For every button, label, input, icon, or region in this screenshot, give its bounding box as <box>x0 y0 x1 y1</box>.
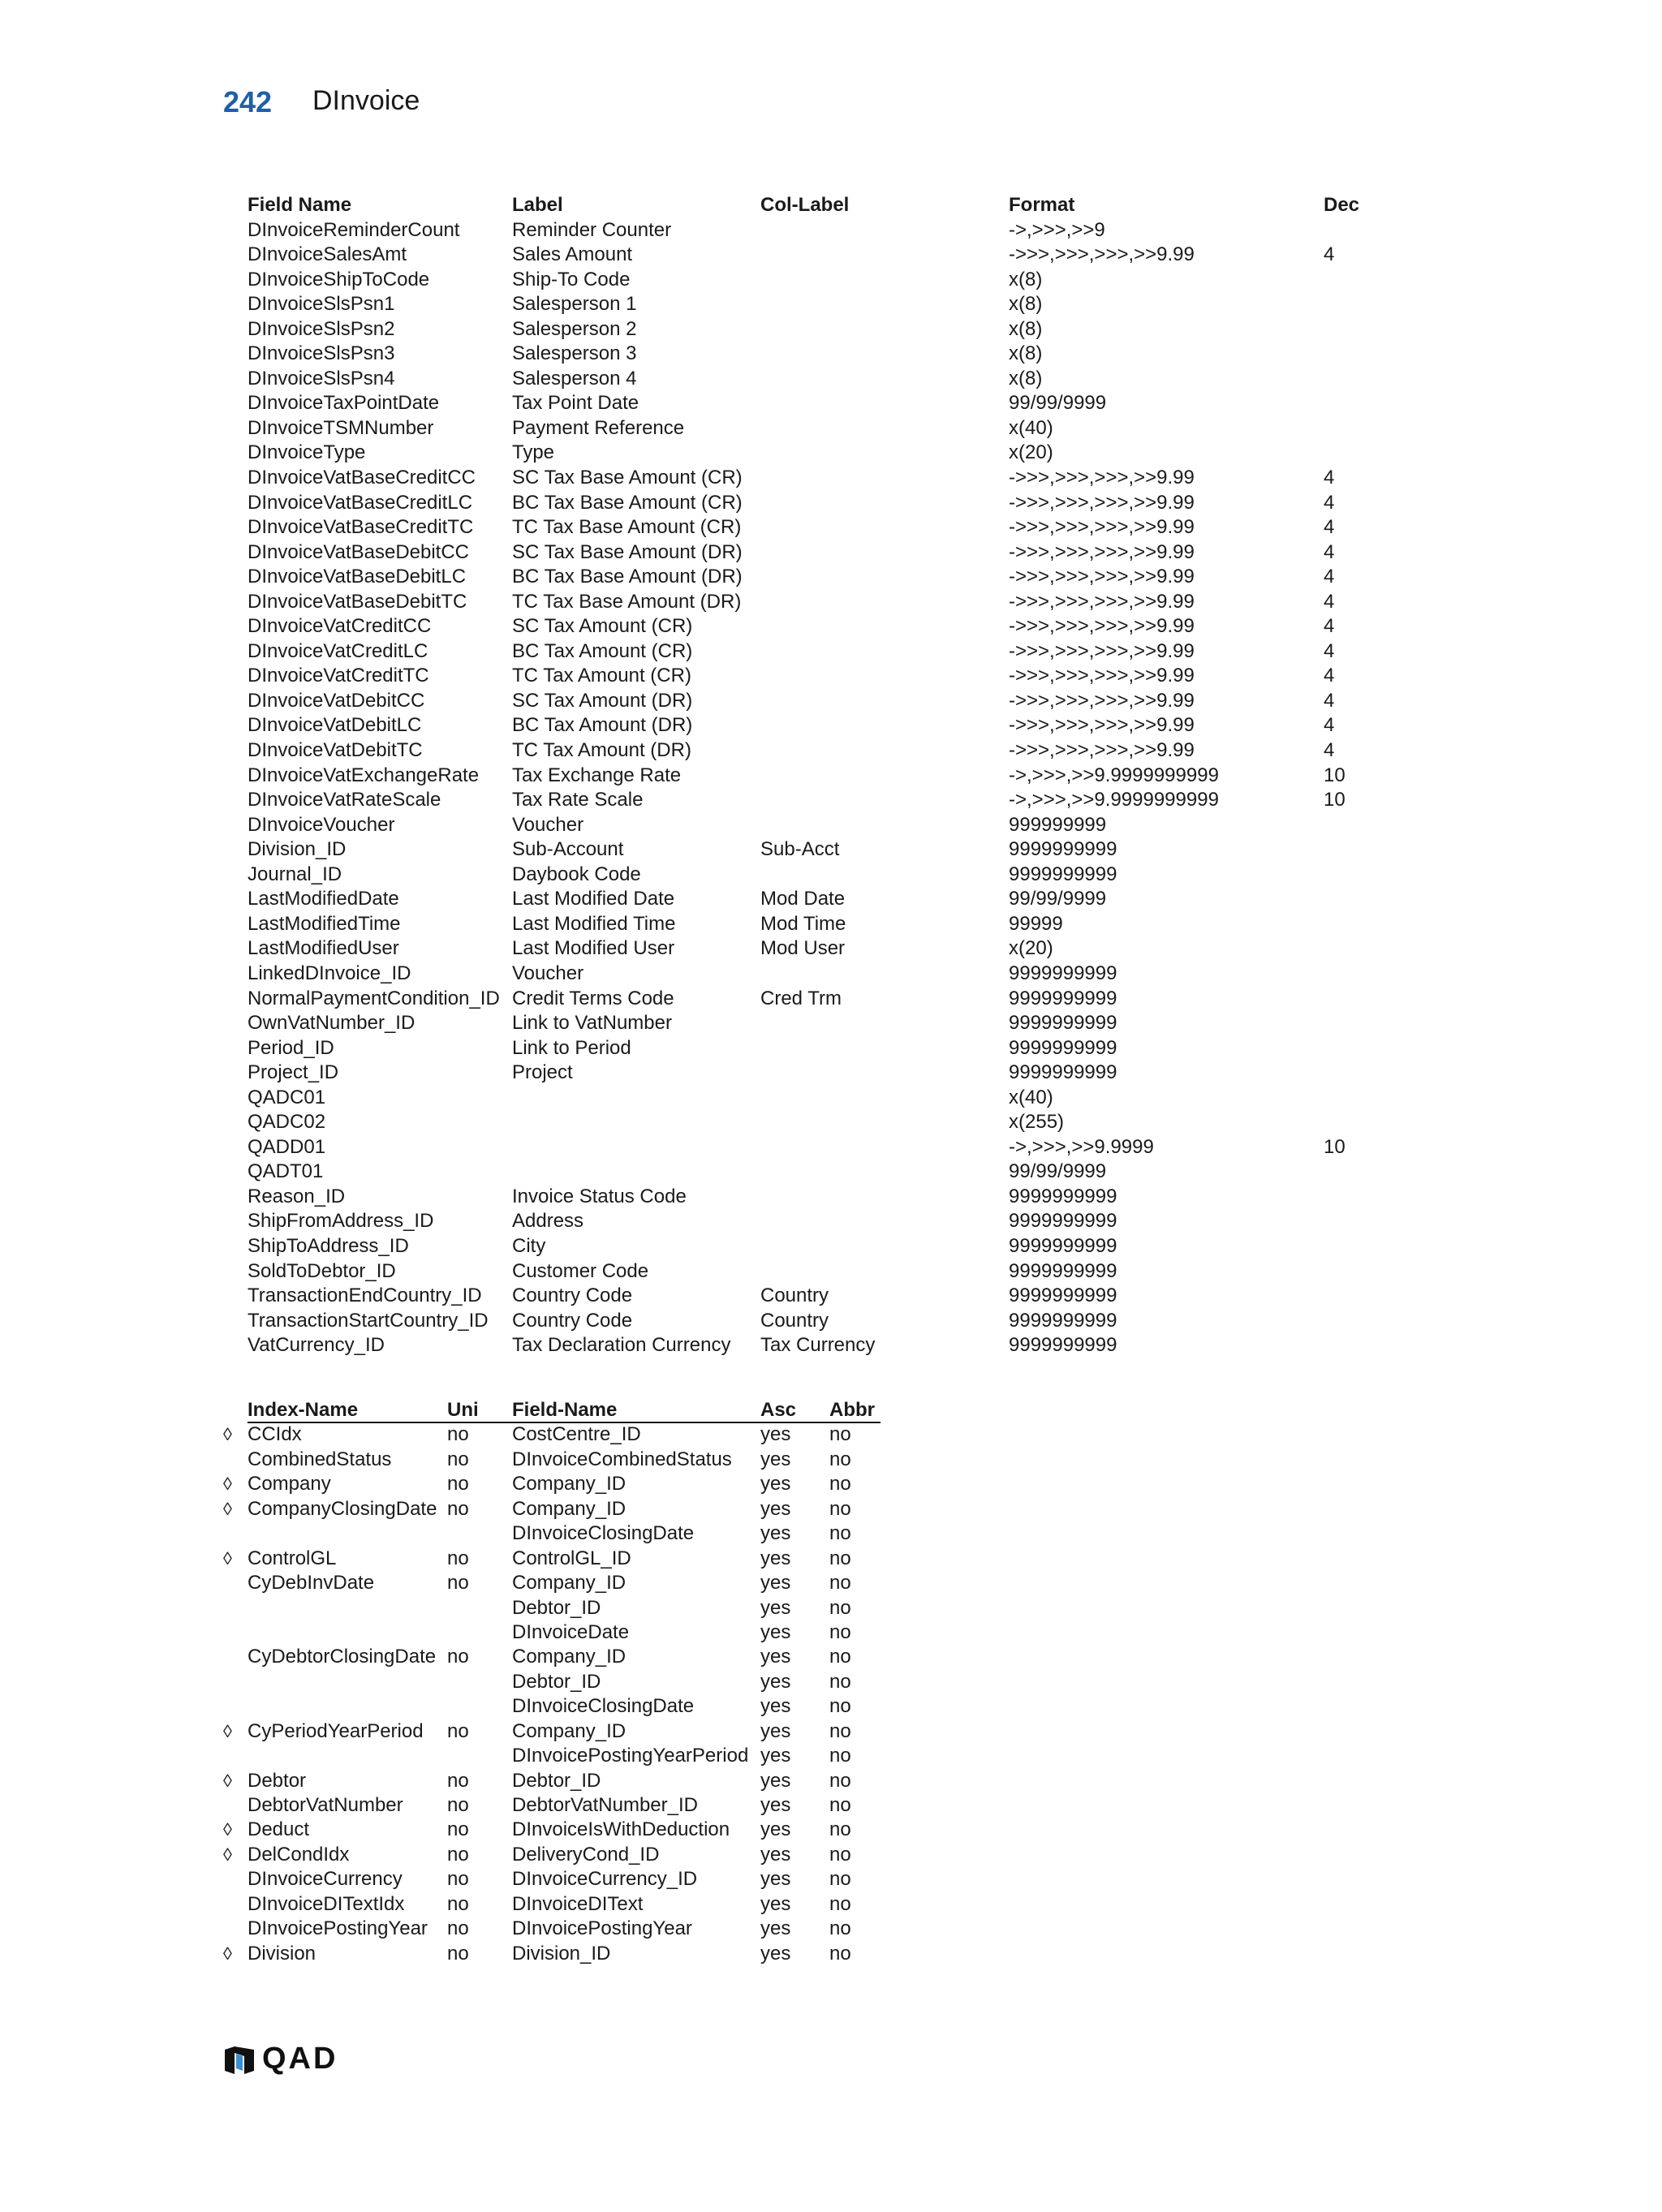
format-cell: 9999999999 <box>1009 962 1117 984</box>
index-name-cell: DInvoiceDITextIdx <box>248 1892 405 1915</box>
primary-index-marker-icon: ◊ <box>223 1424 232 1445</box>
page-number: 242 <box>223 85 273 118</box>
uni-cell: no <box>447 1942 469 1965</box>
abbr-cell: no <box>829 1917 851 1940</box>
abbr-cell: no <box>829 1596 851 1619</box>
field-name-cell: DInvoiceVatBaseCreditLC <box>248 491 473 514</box>
format-cell: 99/99/9999 <box>1009 1160 1107 1183</box>
format-cell: 999999999 <box>1009 813 1107 836</box>
asc-cell: yes <box>760 1917 791 1940</box>
label-cell: BC Tax Base Amount (CR) <box>512 491 743 514</box>
field-name-cell: Division_ID <box>248 838 347 861</box>
field-name-cell: VatCurrency_ID <box>248 1334 385 1357</box>
index-name-cell: DelCondIdx <box>248 1843 350 1866</box>
field-name-cell: DInvoiceVatCreditTC <box>248 665 429 687</box>
label-cell: SC Tax Base Amount (DR) <box>512 540 743 563</box>
uni-cell: no <box>447 1843 469 1866</box>
label-cell: Last Modified Time <box>512 912 676 935</box>
col-label-cell: Cred Trm <box>760 987 842 1009</box>
field-name-cell: ShipToAddress_ID <box>248 1234 409 1257</box>
field-name-cell: DInvoiceType <box>248 441 366 464</box>
primary-index-marker-icon: ◊ <box>223 1844 232 1865</box>
uni-cell: no <box>447 1646 469 1668</box>
format-cell: ->>>,>>>,>>>,>>9.99 <box>1009 615 1195 638</box>
format-cell: ->>>,>>>,>>>,>>9.99 <box>1009 739 1195 762</box>
header-index-name: Index-Name <box>248 1399 359 1421</box>
header-uni: Uni <box>447 1399 479 1421</box>
col-label-cell: Mod User <box>760 937 846 960</box>
field-name-cell: QADT01 <box>248 1160 324 1183</box>
format-cell: 9999999999 <box>1009 987 1117 1009</box>
asc-cell: yes <box>760 1794 791 1816</box>
index-field-name-cell: DInvoicePostingYear <box>512 1917 692 1940</box>
format-cell: 9999999999 <box>1009 838 1117 861</box>
uni-cell: no <box>447 1917 469 1940</box>
format-cell: ->>>,>>>,>>>,>>9.99 <box>1009 689 1195 712</box>
uni-cell: no <box>447 1868 469 1891</box>
abbr-cell: no <box>829 1547 851 1569</box>
label-cell: Ship-To Code <box>512 268 631 290</box>
format-cell: 9999999999 <box>1009 863 1117 885</box>
format-cell: x(8) <box>1009 293 1043 316</box>
asc-cell: yes <box>760 1423 791 1446</box>
index-name-cell: Division <box>248 1942 316 1965</box>
uni-cell: no <box>447 1769 469 1792</box>
index-field-name-cell: DInvoiceClosingDate <box>512 1695 695 1718</box>
format-cell: x(255) <box>1009 1111 1065 1134</box>
abbr-cell: no <box>829 1497 851 1520</box>
asc-cell: yes <box>760 1695 791 1718</box>
qad-logo-icon <box>223 2046 256 2074</box>
dec-cell: 4 <box>1324 243 1335 266</box>
label-cell: Tax Declaration Currency <box>512 1334 731 1357</box>
field-name-cell: Journal_ID <box>248 863 342 885</box>
label-cell: Daybook Code <box>512 863 641 885</box>
field-name-cell: DInvoiceVatBaseCreditCC <box>248 467 476 489</box>
abbr-cell: no <box>829 1892 851 1915</box>
index-name-cell: CyDebInvDate <box>248 1572 375 1594</box>
abbr-cell: no <box>829 1646 851 1668</box>
dec-cell: 4 <box>1324 491 1335 514</box>
index-field-name-cell: DeliveryCond_ID <box>512 1843 660 1866</box>
index-field-name-cell: ControlGL_ID <box>512 1547 631 1569</box>
index-name-cell: Deduct <box>248 1818 310 1841</box>
field-name-cell: DInvoiceVatCreditLC <box>248 639 428 662</box>
uni-cell: no <box>447 1497 469 1520</box>
asc-cell: yes <box>760 1745 791 1767</box>
dec-cell: 10 <box>1324 1135 1346 1158</box>
uni-cell: no <box>447 1818 469 1841</box>
abbr-cell: no <box>829 1794 851 1816</box>
format-cell: 99/99/9999 <box>1009 392 1107 415</box>
label-cell: Tax Exchange Rate <box>512 764 682 786</box>
index-field-name-cell: Debtor_ID <box>512 1769 601 1792</box>
field-name-cell: OwnVatNumber_ID <box>248 1012 416 1035</box>
format-cell: x(8) <box>1009 317 1043 340</box>
dec-cell: 4 <box>1324 566 1335 588</box>
abbr-cell: no <box>829 1522 851 1545</box>
dec-cell: 4 <box>1324 665 1335 687</box>
field-name-cell: LastModifiedTime <box>248 912 401 935</box>
label-cell: Payment Reference <box>512 416 685 439</box>
format-cell: ->>>,>>>,>>>,>>9.99 <box>1009 491 1195 514</box>
field-name-cell: LastModifiedUser <box>248 937 399 960</box>
abbr-cell: no <box>829 1719 851 1742</box>
index-field-name-cell: Company_ID <box>512 1572 626 1594</box>
dec-cell: 4 <box>1324 714 1335 737</box>
abbr-cell: no <box>829 1769 851 1792</box>
format-cell: 99999 <box>1009 912 1063 935</box>
field-name-cell: SoldToDebtor_ID <box>248 1259 396 1282</box>
index-name-cell: ControlGL <box>248 1547 337 1569</box>
field-name-cell: QADC01 <box>248 1086 326 1108</box>
asc-cell: yes <box>760 1620 791 1643</box>
field-name-cell: TransactionEndCountry_ID <box>248 1285 482 1307</box>
index-field-name-cell: Company_ID <box>512 1497 626 1520</box>
index-name-cell: CCIdx <box>248 1423 302 1446</box>
label-cell: Project <box>512 1061 573 1084</box>
format-cell: ->>>,>>>,>>>,>>9.99 <box>1009 665 1195 687</box>
col-label-cell: Tax Currency <box>760 1334 876 1357</box>
asc-cell: yes <box>760 1868 791 1891</box>
dec-cell: 4 <box>1324 540 1335 563</box>
label-cell: Link to VatNumber <box>512 1012 672 1035</box>
uni-cell: no <box>447 1547 469 1569</box>
field-name-cell: DInvoiceSlsPsn1 <box>248 293 395 316</box>
asc-cell: yes <box>760 1818 791 1841</box>
label-cell: Customer Code <box>512 1259 649 1282</box>
dec-cell: 4 <box>1324 615 1335 638</box>
field-name-cell: DInvoiceVatDebitCC <box>248 689 425 712</box>
header-dec: Dec <box>1324 194 1360 216</box>
format-cell: ->>>,>>>,>>>,>>9.99 <box>1009 566 1195 588</box>
abbr-cell: no <box>829 1843 851 1866</box>
field-name-cell: DInvoiceVatRateScale <box>248 789 441 811</box>
label-cell: Sales Amount <box>512 243 633 266</box>
label-cell: SC Tax Base Amount (CR) <box>512 467 743 489</box>
index-field-name-cell: DInvoiceClosingDate <box>512 1522 695 1545</box>
format-cell: x(8) <box>1009 367 1043 389</box>
header-label: Label <box>512 194 563 216</box>
primary-index-marker-icon: ◊ <box>223 1770 232 1791</box>
col-label-cell: Country <box>760 1309 829 1332</box>
field-name-cell: DInvoiceVatCreditCC <box>248 615 432 638</box>
format-cell: ->>>,>>>,>>>,>>9.99 <box>1009 590 1195 613</box>
field-name-cell: DInvoiceVatDebitLC <box>248 714 422 737</box>
uni-cell: no <box>447 1423 469 1446</box>
index-name-cell: Debtor <box>248 1769 307 1792</box>
primary-index-marker-icon: ◊ <box>223 1498 232 1519</box>
uni-cell: no <box>447 1794 469 1816</box>
label-cell: Sub-Account <box>512 838 624 861</box>
asc-cell: yes <box>760 1892 791 1915</box>
dec-cell: 4 <box>1324 516 1335 539</box>
primary-index-marker-icon: ◊ <box>223 1819 232 1840</box>
dec-cell: 4 <box>1324 639 1335 662</box>
header-index-field-name: Field-Name <box>512 1399 618 1421</box>
index-field-name-cell: CostCentre_ID <box>512 1423 641 1446</box>
field-name-cell: DInvoiceVatBaseDebitLC <box>248 566 467 588</box>
index-name-cell: CyPeriodYearPeriod <box>248 1719 424 1742</box>
format-cell: ->,>>>,>>9.9999999999 <box>1009 789 1219 811</box>
format-cell: ->,>>>,>>9.9999 <box>1009 1135 1154 1158</box>
label-cell: Country Code <box>512 1309 633 1332</box>
index-field-name-cell: DInvoiceDate <box>512 1620 630 1643</box>
asc-cell: yes <box>760 1646 791 1668</box>
field-name-cell: LinkedDInvoice_ID <box>248 962 411 984</box>
format-cell: 9999999999 <box>1009 1259 1117 1282</box>
index-name-cell: CyDebtorClosingDate <box>248 1646 437 1668</box>
dec-cell: 10 <box>1324 789 1346 811</box>
label-cell: Tax Point Date <box>512 392 639 415</box>
format-cell: 9999999999 <box>1009 1210 1117 1233</box>
field-name-cell: DInvoiceTSMNumber <box>248 416 434 439</box>
header-field-name: Field Name <box>248 194 352 216</box>
col-label-cell: Sub-Acct <box>760 838 840 861</box>
qad-logo-text: QAD <box>262 2042 338 2076</box>
asc-cell: yes <box>760 1547 791 1569</box>
header-asc: Asc <box>760 1399 797 1421</box>
index-field-name-cell: DebtorVatNumber_ID <box>512 1794 698 1816</box>
label-cell: Voucher <box>512 813 584 836</box>
uni-cell: no <box>447 1892 469 1915</box>
field-name-cell: DInvoiceSalesAmt <box>248 243 407 266</box>
format-cell: ->,>>>,>>9 <box>1009 218 1105 241</box>
format-cell: x(8) <box>1009 342 1043 365</box>
index-field-name-cell: Debtor_ID <box>512 1596 601 1619</box>
abbr-cell: no <box>829 1868 851 1891</box>
format-cell: x(20) <box>1009 441 1053 464</box>
asc-cell: yes <box>760 1670 791 1693</box>
field-name-cell: DInvoiceTaxPointDate <box>248 392 440 415</box>
primary-index-marker-icon: ◊ <box>223 1474 232 1495</box>
dec-cell: 10 <box>1324 764 1346 786</box>
field-name-cell: ShipFromAddress_ID <box>248 1210 434 1233</box>
index-name-cell: CompanyClosingDate <box>248 1497 437 1520</box>
col-label-cell: Mod Date <box>760 888 846 910</box>
primary-index-marker-icon: ◊ <box>223 1720 232 1741</box>
field-name-cell: DInvoiceSlsPsn4 <box>248 367 395 389</box>
label-cell: BC Tax Amount (DR) <box>512 714 693 737</box>
label-cell: BC Tax Base Amount (DR) <box>512 566 743 588</box>
index-field-name-cell: DInvoiceCurrency_ID <box>512 1868 698 1891</box>
label-cell: City <box>512 1234 546 1257</box>
format-cell: ->>>,>>>,>>>,>>9.99 <box>1009 540 1195 563</box>
asc-cell: yes <box>760 1522 791 1545</box>
abbr-cell: no <box>829 1670 851 1693</box>
label-cell: Country Code <box>512 1285 633 1307</box>
format-cell: x(8) <box>1009 268 1043 290</box>
format-cell: 9999999999 <box>1009 1061 1117 1084</box>
format-cell: 99/99/9999 <box>1009 888 1107 910</box>
abbr-cell: no <box>829 1473 851 1495</box>
label-cell: Last Modified User <box>512 937 675 960</box>
format-cell: 9999999999 <box>1009 1185 1117 1207</box>
abbr-cell: no <box>829 1423 851 1446</box>
field-name-cell: QADC02 <box>248 1111 326 1134</box>
index-name-cell: DebtorVatNumber <box>248 1794 403 1816</box>
format-cell: 9999999999 <box>1009 1309 1117 1332</box>
abbr-cell: no <box>829 1695 851 1718</box>
field-name-cell: DInvoiceSlsPsn2 <box>248 317 395 340</box>
abbr-cell: no <box>829 1620 851 1643</box>
col-label-cell: Country <box>760 1285 829 1307</box>
label-cell: Address <box>512 1210 584 1233</box>
index-field-name-cell: Company_ID <box>512 1646 626 1668</box>
uni-cell: no <box>447 1572 469 1594</box>
asc-cell: yes <box>760 1769 791 1792</box>
label-cell: SC Tax Amount (DR) <box>512 689 693 712</box>
field-name-cell: TransactionStartCountry_ID <box>248 1309 489 1332</box>
field-name-cell: DInvoiceVatBaseDebitTC <box>248 590 467 613</box>
primary-index-marker-icon: ◊ <box>223 1547 232 1569</box>
format-cell: 9999999999 <box>1009 1012 1117 1035</box>
dec-cell: 4 <box>1324 467 1335 489</box>
asc-cell: yes <box>760 1448 791 1470</box>
abbr-cell: no <box>829 1942 851 1965</box>
abbr-cell: no <box>829 1572 851 1594</box>
asc-cell: yes <box>760 1497 791 1520</box>
field-name-cell: DInvoiceVatBaseDebitCC <box>248 540 470 563</box>
field-name-cell: Reason_ID <box>248 1185 346 1207</box>
header-col-label: Col-Label <box>760 194 850 216</box>
field-name-cell: NormalPaymentCondition_ID <box>248 987 500 1009</box>
label-cell: Salesperson 1 <box>512 293 637 316</box>
uni-cell: no <box>447 1473 469 1495</box>
field-name-cell: DInvoiceSlsPsn3 <box>248 342 395 365</box>
label-cell: Type <box>512 441 555 464</box>
abbr-cell: no <box>829 1745 851 1767</box>
uni-cell: no <box>447 1448 469 1470</box>
label-cell: Last Modified Date <box>512 888 675 910</box>
label-cell: TC Tax Base Amount (DR) <box>512 590 742 613</box>
index-field-name-cell: Company_ID <box>512 1719 626 1742</box>
format-cell: x(20) <box>1009 937 1053 960</box>
abbr-cell: no <box>829 1818 851 1841</box>
label-cell: TC Tax Amount (CR) <box>512 665 691 687</box>
header-format: Format <box>1009 194 1075 216</box>
format-cell: x(40) <box>1009 416 1053 439</box>
format-cell: ->,>>>,>>9.9999999999 <box>1009 764 1219 786</box>
dec-cell: 4 <box>1324 590 1335 613</box>
label-cell: Link to Period <box>512 1036 631 1059</box>
format-cell: 9999999999 <box>1009 1285 1117 1307</box>
label-cell: Voucher <box>512 962 584 984</box>
label-cell: Reminder Counter <box>512 218 672 241</box>
index-field-name-cell: DInvoicePostingYearPeriod <box>512 1745 749 1767</box>
index-name-cell: Company <box>248 1473 331 1495</box>
label-cell: Invoice Status Code <box>512 1185 687 1207</box>
field-name-cell: QADD01 <box>248 1135 326 1158</box>
format-cell: x(40) <box>1009 1086 1053 1108</box>
label-cell: SC Tax Amount (CR) <box>512 615 693 638</box>
label-cell: BC Tax Amount (CR) <box>512 639 693 662</box>
label-cell: Salesperson 4 <box>512 367 637 389</box>
format-cell: ->>>,>>>,>>>,>>9.99 <box>1009 467 1195 489</box>
label-cell: Tax Rate Scale <box>512 789 644 811</box>
label-cell: Salesperson 2 <box>512 317 637 340</box>
primary-index-marker-icon: ◊ <box>223 1943 232 1964</box>
asc-cell: yes <box>760 1596 791 1619</box>
format-cell: 9999999999 <box>1009 1234 1117 1257</box>
field-name-cell: DInvoiceVoucher <box>248 813 395 836</box>
dec-cell: 4 <box>1324 739 1335 762</box>
field-name-cell: DInvoiceReminderCount <box>248 218 460 241</box>
index-field-name-cell: DInvoiceDIText <box>512 1892 644 1915</box>
index-name-cell: DInvoicePostingYear <box>248 1917 428 1940</box>
uni-cell: no <box>447 1719 469 1742</box>
field-name-cell: LastModifiedDate <box>248 888 399 910</box>
format-cell: 9999999999 <box>1009 1036 1117 1059</box>
format-cell: ->>>,>>>,>>>,>>9.99 <box>1009 243 1195 266</box>
field-name-cell: Project_ID <box>248 1061 339 1084</box>
format-cell: ->>>,>>>,>>>,>>9.99 <box>1009 714 1195 737</box>
format-cell: 9999999999 <box>1009 1334 1117 1357</box>
index-field-name-cell: DInvoiceIsWithDeduction <box>512 1818 730 1841</box>
asc-cell: yes <box>760 1843 791 1866</box>
index-field-name-cell: Debtor_ID <box>512 1670 601 1693</box>
asc-cell: yes <box>760 1572 791 1594</box>
dec-cell: 4 <box>1324 689 1335 712</box>
field-name-cell: DInvoiceVatExchangeRate <box>248 764 480 786</box>
asc-cell: yes <box>760 1473 791 1495</box>
field-name-cell: Period_ID <box>248 1036 334 1059</box>
asc-cell: yes <box>760 1719 791 1742</box>
abbr-cell: no <box>829 1448 851 1470</box>
page-title: DInvoice <box>312 85 420 116</box>
label-cell: Salesperson 3 <box>512 342 637 365</box>
index-field-name-cell: DInvoiceCombinedStatus <box>512 1448 732 1470</box>
field-name-cell: DInvoiceShipToCode <box>248 268 430 290</box>
col-label-cell: Mod Time <box>760 912 846 935</box>
header-abbr: Abbr <box>829 1399 875 1421</box>
field-name-cell: DInvoiceVatBaseCreditTC <box>248 516 474 539</box>
index-name-cell: CombinedStatus <box>248 1448 392 1470</box>
index-field-name-cell: Division_ID <box>512 1942 611 1965</box>
asc-cell: yes <box>760 1942 791 1965</box>
label-cell: Credit Terms Code <box>512 987 674 1009</box>
field-name-cell: DInvoiceVatDebitTC <box>248 739 423 762</box>
label-cell: TC Tax Amount (DR) <box>512 739 691 762</box>
index-field-name-cell: Company_ID <box>512 1473 626 1495</box>
index-name-cell: DInvoiceCurrency <box>248 1868 403 1891</box>
format-cell: ->>>,>>>,>>>,>>9.99 <box>1009 639 1195 662</box>
format-cell: ->>>,>>>,>>>,>>9.99 <box>1009 516 1195 539</box>
label-cell: TC Tax Base Amount (CR) <box>512 516 742 539</box>
